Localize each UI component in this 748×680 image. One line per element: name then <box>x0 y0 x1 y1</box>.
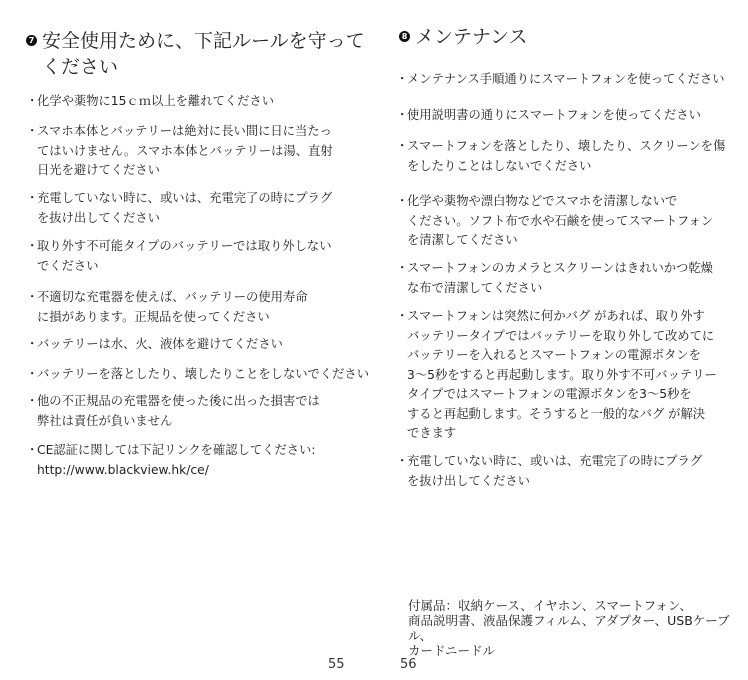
maintenance-item-text: スマートフォンのカメラとスクリーンはきれいかつ乾燥 な布で清潔してください <box>407 261 713 295</box>
bullet-marker: ・ <box>26 94 39 108</box>
maintenance-list-item <box>396 192 713 251</box>
bullet-marker: ・ <box>26 367 39 381</box>
maintenance-item-text: メンテナンス手順通りにスマートフォンを使ってください <box>407 72 725 86</box>
page-number: 56 <box>400 657 417 672</box>
maintenance-list-item <box>396 452 702 491</box>
left-page <box>0 0 370 680</box>
safety-list-item <box>26 237 332 276</box>
maintenance-item-text: 充電していない時に、或いは、充電完了の時にプラグ を抜け出してください <box>407 454 703 488</box>
safety-list-item <box>26 365 369 385</box>
maintenance-item-text: スマートフォンは突然に何かバグ があれば、取り外す バッテリータイプではバッテリーを取り外して改めてに バッテリーを入れるとスマートフォンの電源ボタンを 3～5秒をすると再起動します。取り外す不可バッテリー タイプではスマートフォンの電源ボタンを3～5秒を すると再起動します。そうすると一般的なバグ が解決 できます <box>407 309 717 440</box>
safety-heading <box>26 28 365 80</box>
maintenance-item-text: 使用説明書の通りにスマートフォンを使ってください <box>407 108 701 122</box>
bullet-marker: ・ <box>396 108 409 122</box>
maintenance-heading <box>399 24 527 50</box>
safety-heading-text: 安全使用ために、下記ルールを守って ください <box>42 30 365 78</box>
safety-item-text: 他の不正規品の充電器を使った後に出った損害では 弊社は責任が負いません <box>37 394 320 428</box>
section-number-badge: 8 <box>399 31 410 42</box>
safety-list-item <box>26 335 283 355</box>
maintenance-item-text: 化学や薬物や漂白物などでスマホを清潔しないで ください。ソフト布で水や石鹸を使ってスマートフォン を清潔してください <box>407 194 714 247</box>
safety-item-text: 充電していない時に、或いは、充電完了の時にプラグ を抜け出してください <box>37 191 333 225</box>
maintenance-heading-text: メンテナンス <box>415 26 528 48</box>
maintenance-list-item <box>396 137 725 176</box>
bullet-marker: ・ <box>396 194 409 208</box>
maintenance-list-item <box>396 259 713 298</box>
safety-list-item <box>26 441 316 480</box>
bullet-marker: ・ <box>396 309 409 323</box>
bullet-marker: ・ <box>26 443 39 457</box>
safety-item-text: スマホ本体とバッテリーは絶対に長い間に日に当たっ てはいけません。スマホ本体とバッテリーは湯、直射 日光を避けてください <box>37 124 333 177</box>
safety-list-item <box>26 122 333 181</box>
maintenance-list-item <box>396 307 717 444</box>
safety-list-item <box>26 392 320 431</box>
bullet-marker: ・ <box>396 261 409 275</box>
bullet-marker: ・ <box>26 124 39 138</box>
bullet-marker: ・ <box>26 191 39 205</box>
right-page <box>374 0 748 680</box>
safety-list-item <box>26 288 308 327</box>
bullet-marker: ・ <box>26 239 39 253</box>
bullet-marker: ・ <box>396 454 409 468</box>
maintenance-list-item <box>396 106 701 126</box>
safety-list-item <box>26 189 332 228</box>
maintenance-item-text: スマートフォンを落としたり、壊したり、スクリーンを傷 をしたりことはしないでください <box>407 139 726 173</box>
bullet-marker: ・ <box>26 290 39 304</box>
safety-item-text: 化学や薬物に15ｃｍ以上を離れてください <box>37 94 274 108</box>
section-number-badge: 7 <box>26 35 37 46</box>
safety-item-text: CE認証に関しては下記リンクを確認してください: http://www.blackview.hk/ce/ <box>37 443 316 477</box>
maintenance-list-item <box>396 70 725 90</box>
safety-item-text: バッテリーを落としたり、壊したりことをしないでください <box>37 367 370 381</box>
bullet-marker: ・ <box>396 72 409 86</box>
safety-item-text: バッテリーは水、火、液体を避けてください <box>37 337 283 351</box>
bullet-marker: ・ <box>26 394 39 408</box>
safety-item-text: 取り外す不可能タイプのバッテリーでは取り外しない でください <box>37 239 332 273</box>
safety-list-item <box>26 92 274 112</box>
page-number: 55 <box>328 657 345 672</box>
bullet-marker: ・ <box>26 337 39 351</box>
safety-item-text: 不適切な充電器を使えば、バッテリーの使用寿命 に損があります。正規品を使ってください <box>37 290 308 324</box>
accessories-list: 付属品：収納ケース、イヤホン、スマートフォン、 商品説明書、液晶保護フィルム、アダプター、USBケーブル、 カードニードル <box>408 598 730 658</box>
bullet-marker: ・ <box>396 139 409 153</box>
